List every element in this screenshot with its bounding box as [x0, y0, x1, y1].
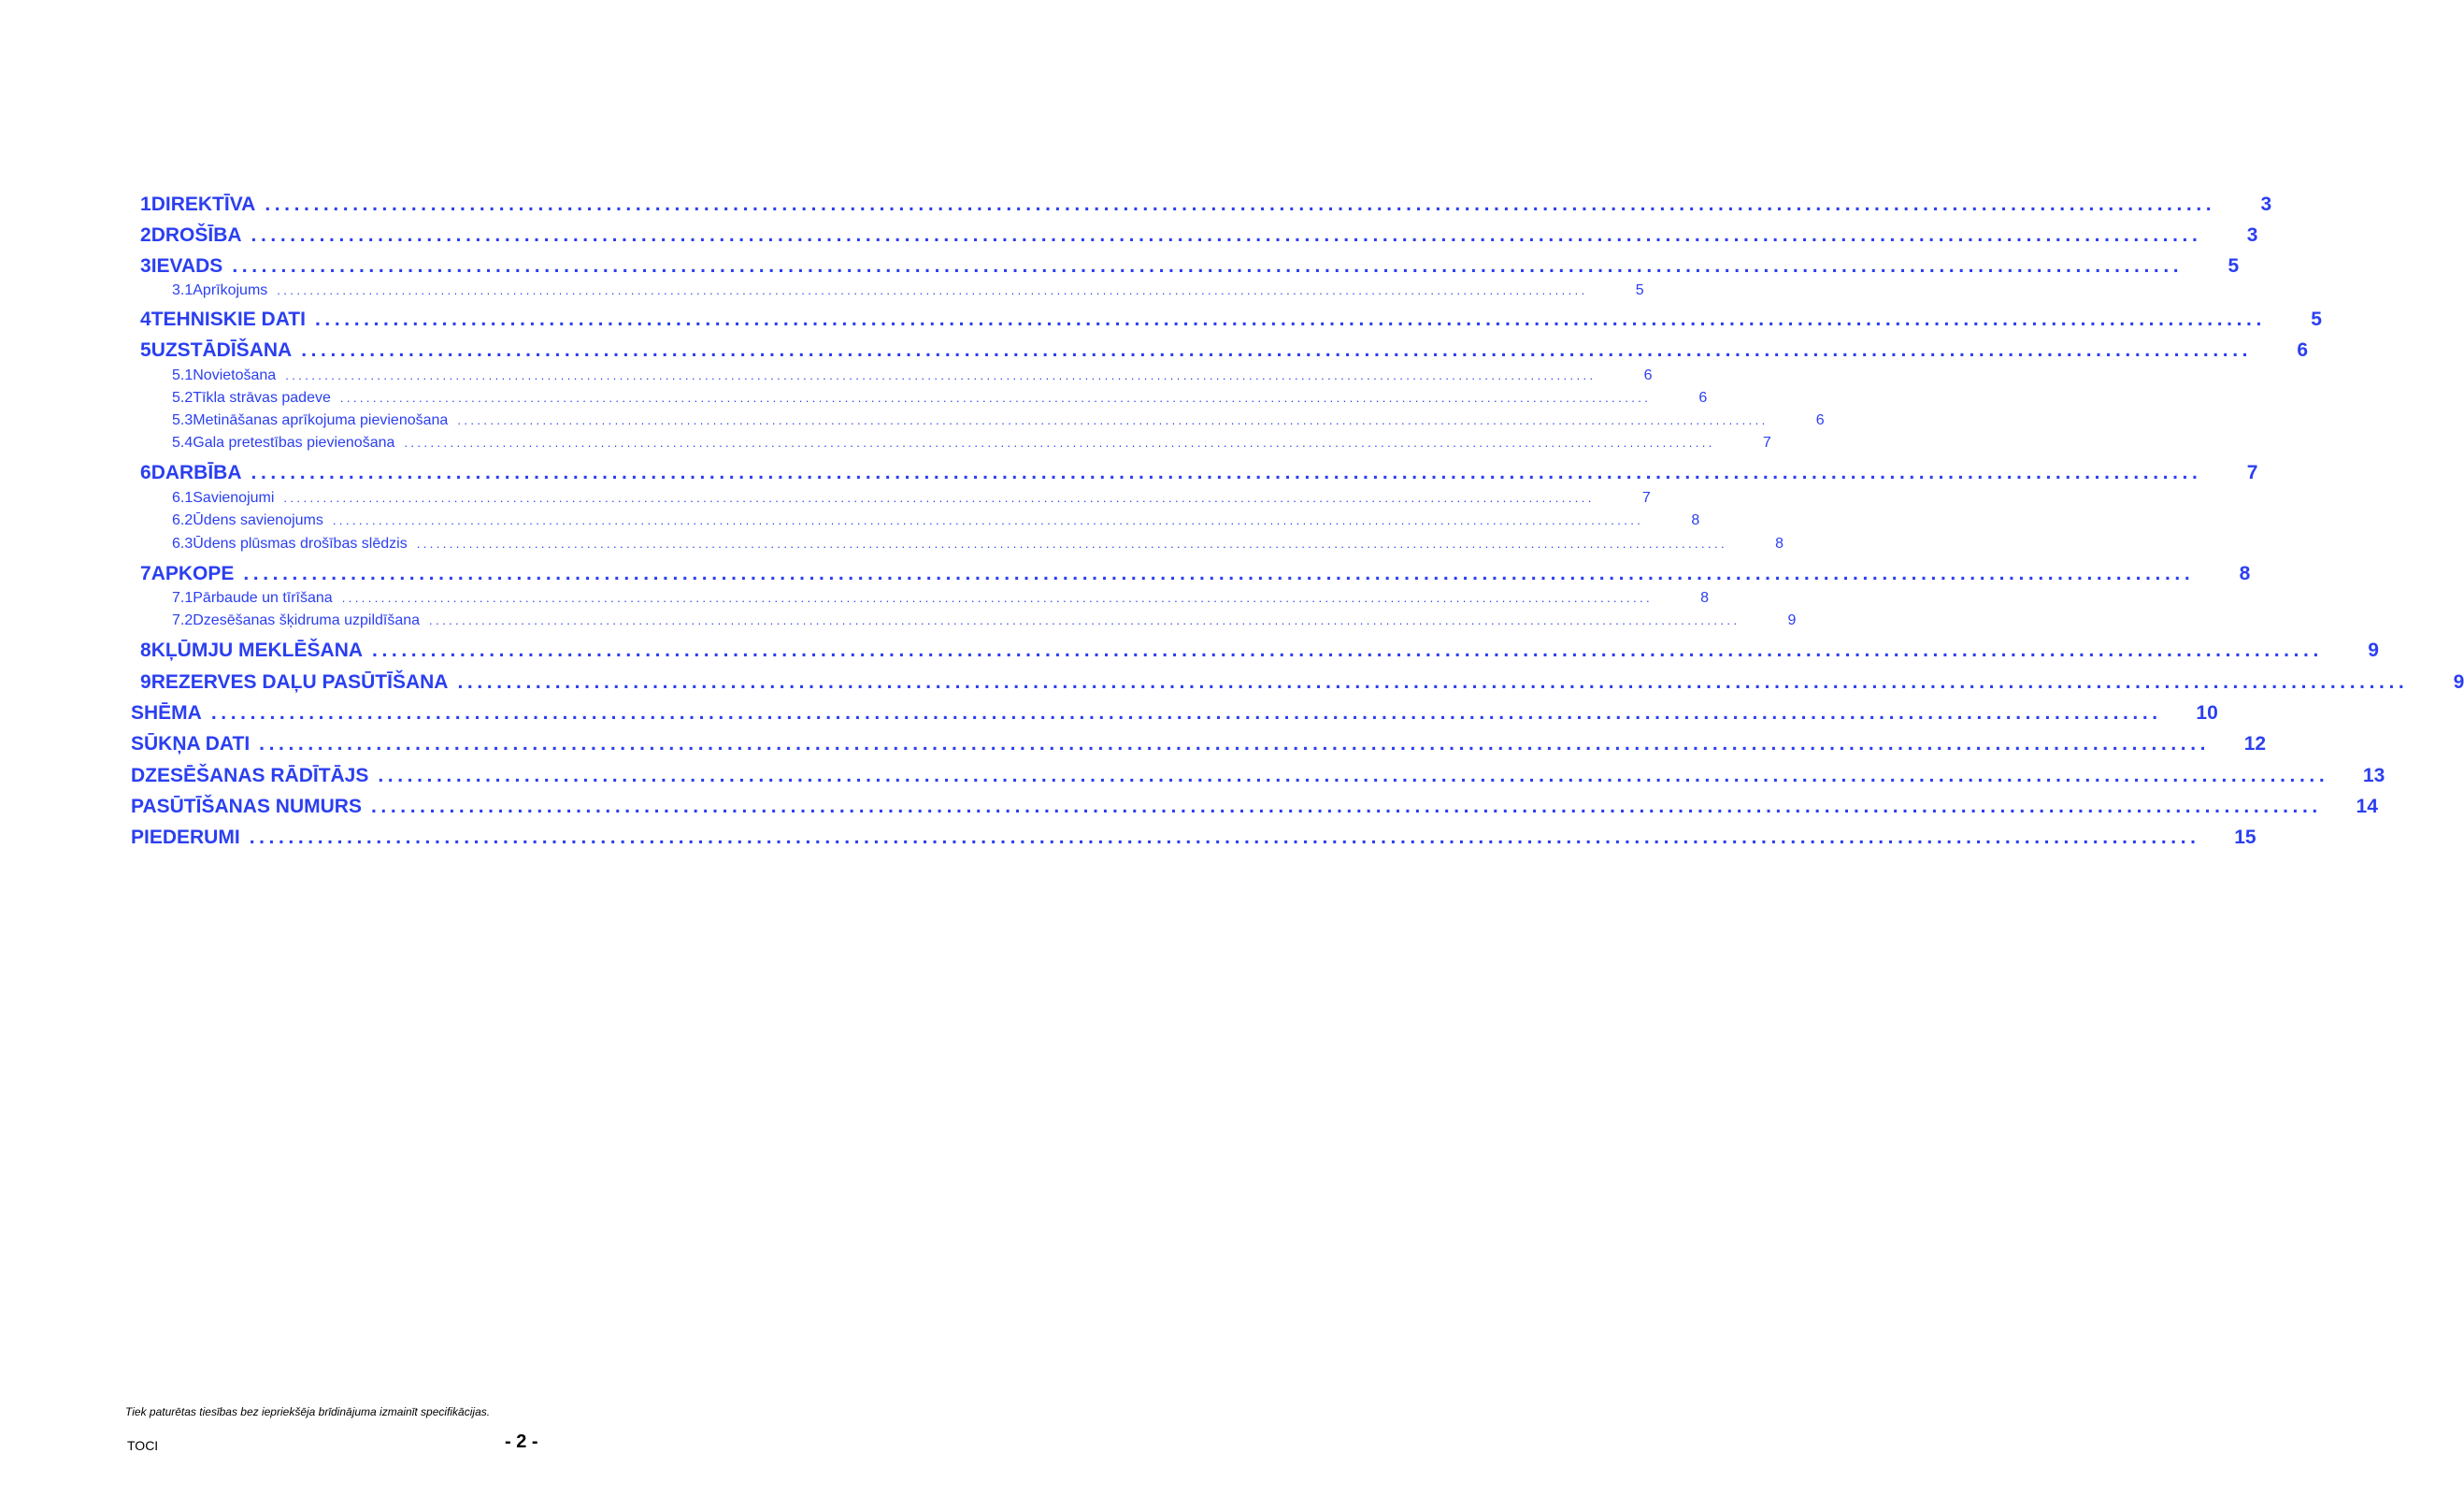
toc-entry-page: 3	[2246, 224, 2258, 246]
toc-entry[interactable]	[140, 640, 2379, 662]
toc-leader-dots: ........................................................................................................................................................................................................	[429, 613, 1741, 627]
toc-appendix-entry[interactable]	[131, 765, 2385, 787]
toc-leader-dots: ........................................................................................................................................................................................................	[372, 640, 2323, 661]
toc-leader-dots: ........................................................................................................................................................................................................	[251, 224, 2202, 246]
toc-subentry-title: Tīkla strāvas padeve	[193, 390, 331, 406]
page-number: - 2 -	[505, 1431, 538, 1452]
toc-leader-dots: ........................................................................................................................................................................................................	[277, 283, 1588, 297]
toc-subentry-title: Gala pretestības pievienošana	[193, 435, 395, 451]
toc-entry-page: 13	[2362, 765, 2385, 786]
toc-leader-dots: ........................................................................................................................................................................................................	[232, 255, 2184, 277]
toc-entry-number: 7	[140, 563, 151, 584]
toc-subentry-page: 8	[1775, 536, 1784, 552]
toc-entry[interactable]	[140, 309, 2322, 331]
toc-subentry-title: Metināšanas aprīkojuma pievienošana	[193, 412, 449, 428]
toc-entry-number: 8	[140, 640, 151, 661]
toc-entry-page: 3	[2260, 194, 2272, 215]
toc-entry-number: 9	[140, 671, 151, 693]
toc-entry[interactable]	[140, 255, 2240, 278]
toc-leader-dots: ........................................................................................................................................................................................................	[339, 391, 1652, 405]
toc-subentry-page: 9	[1787, 612, 1797, 628]
toc-subentry-page: 6	[1698, 390, 1708, 406]
toc-entry-page: 8	[2239, 563, 2251, 584]
toc-subentry-title: Aprīkojums	[193, 282, 268, 298]
toc-subentry-page: 7	[1762, 435, 1771, 451]
toc-entry[interactable]	[140, 339, 2309, 362]
toc-leader-dots: ........................................................................................................................................................................................................	[341, 591, 1654, 605]
toc-subentry[interactable]	[172, 512, 1700, 529]
toc-subentry-title: Ūdens savienojums	[193, 512, 323, 528]
toc-entry-title: PIEDERUMI	[131, 827, 240, 848]
toc-entry-number: 2	[140, 224, 151, 246]
toc-entry-number: 1	[140, 194, 151, 215]
toc-subentry-number: 7.1	[172, 590, 193, 606]
toc-subentry[interactable]	[172, 612, 1797, 629]
toc-subentry-title: Pārbaude un tīrīšana	[193, 590, 333, 606]
toc-leader-dots: ........................................................................................................................................................................................................	[265, 194, 2216, 215]
toc-entry-title: DZESĒŠANAS RĀDĪTĀJS	[131, 765, 369, 786]
toc-entry-page: 10	[2196, 702, 2218, 724]
footer-brand: TOCI	[127, 1438, 159, 1453]
toc-entry-title: UZSTĀDĪŠANA	[150, 339, 293, 361]
toc-entry-number: 5	[140, 339, 151, 361]
disclaimer-note: Tiek paturētas tiesības bez iepriekšēja brīdinājuma izmainīt specifikācijas.	[125, 1405, 491, 1418]
toc-subentry[interactable]	[172, 590, 1710, 607]
toc-appendix-entry[interactable]	[131, 733, 2267, 755]
toc-subentry-page: 8	[1700, 590, 1710, 606]
toc-leader-dots: ........................................................................................................................................................................................................	[283, 491, 1595, 505]
toc-subentry-number: 5.3	[172, 412, 193, 428]
toc-subentry[interactable]	[172, 536, 1784, 553]
toc-subentry-number: 5.2	[172, 390, 193, 406]
toc-leader-dots: ........................................................................................................................................................................................................	[210, 702, 2162, 724]
toc-subentry-number: 3.1	[172, 282, 193, 298]
toc-entry-title: PASŪTĪŠANAS NUMURS	[131, 796, 362, 817]
toc-entry-page: 7	[2246, 462, 2258, 483]
toc-entry-title: SŪKŅA DATI	[131, 733, 251, 755]
toc-entry-page: 5	[2311, 309, 2322, 330]
toc-entry-title: IEVADS	[150, 255, 223, 277]
toc-leader-dots: ........................................................................................................................................................................................................	[378, 765, 2329, 786]
toc-subentry-page: 6	[1815, 412, 1825, 428]
toc-subentry-number: 6.1	[172, 490, 193, 506]
toc-subentry-title: Novietošana	[193, 367, 277, 383]
toc-entry[interactable]	[140, 194, 2272, 216]
toc-entry[interactable]	[140, 224, 2258, 247]
toc-entry[interactable]	[140, 563, 2251, 585]
toc-entry-page: 14	[2356, 796, 2378, 817]
toc-subentry[interactable]	[172, 435, 1771, 452]
toc-leader-dots: ........................................................................................................................................................................................................	[370, 796, 2322, 817]
toc-subentry-number: 6.3	[172, 536, 193, 552]
toc-leader-dots: ........................................................................................................................................................................................................	[404, 436, 1715, 450]
toc-appendix-entry[interactable]	[131, 827, 2256, 849]
toc-appendix-entry[interactable]	[131, 796, 2378, 818]
toc-subentry[interactable]	[172, 390, 1708, 407]
toc-leader-dots: ........................................................................................................................................................................................................	[285, 368, 1597, 382]
toc-entry-page: 9	[2453, 671, 2464, 693]
toc-subentry-page: 6	[1643, 367, 1653, 383]
toc-entry-page: 15	[2234, 827, 2256, 848]
toc-subentry-title: Dzesēšanas šķidruma uzpildīšana	[193, 612, 421, 628]
toc-subentry[interactable]	[172, 282, 1644, 299]
toc-leader-dots: ........................................................................................................................................................................................................	[301, 339, 2253, 361]
toc-subentry-number: 7.2	[172, 612, 193, 628]
toc-subentry[interactable]	[172, 490, 1651, 507]
toc-entry-page: 6	[2297, 339, 2309, 361]
toc-subentry-number: 5.4	[172, 435, 193, 451]
toc-entry-title: DARBĪBA	[150, 462, 242, 483]
toc-entry-title: DROŠĪBA	[150, 224, 242, 246]
toc-subentry[interactable]	[172, 412, 1825, 429]
toc-appendix-entry[interactable]	[131, 702, 2218, 725]
toc-leader-dots: ........................................................................................................................................................................................................	[457, 671, 2409, 693]
toc-entry[interactable]	[140, 462, 2258, 484]
toc-entry-number: 6	[140, 462, 151, 483]
toc-entry-title: KĻŪMJU MEKLĒŠANA	[150, 640, 364, 661]
toc-entry-title: SHĒMA	[131, 702, 202, 724]
toc-subentry-page: 7	[1641, 490, 1651, 506]
toc-subentry[interactable]	[172, 367, 1653, 384]
toc-entry[interactable]	[140, 671, 2464, 694]
toc-leader-dots: ........................................................................................................................................................................................................	[243, 563, 2195, 584]
toc-entry-title: DIREKTĪVA	[150, 194, 256, 215]
toc-entry-title: REZERVES DAĻU PASŪTĪŠANA	[150, 671, 449, 693]
toc-subentry-number: 5.1	[172, 367, 193, 383]
toc-entry-page: 12	[2243, 733, 2267, 755]
toc-leader-dots: ........................................................................................................................................................................................................	[332, 513, 1644, 527]
toc-leader-dots: ........................................................................................................................................................................................................	[457, 413, 1769, 427]
toc-subentry-title: Ūdens plūsmas drošības slēdzis	[193, 536, 408, 552]
toc-subentry-title: Savienojumi	[193, 490, 275, 506]
toc-leader-dots: ........................................................................................................................................................................................................	[314, 309, 2266, 330]
toc-leader-dots: ........................................................................................................................................................................................................	[249, 827, 2200, 848]
toc-leader-dots: ........................................................................................................................................................................................................	[259, 733, 2211, 755]
toc-entry-number: 3	[140, 255, 151, 277]
toc-subentry-number: 6.2	[172, 512, 193, 528]
toc-entry-title: APKOPE	[150, 563, 235, 584]
toc-entry-title: TEHNISKIE DATI	[150, 309, 306, 330]
toc-leader-dots: ........................................................................................................................................................................................................	[251, 462, 2202, 483]
toc-subentry-page: 5	[1635, 282, 1644, 298]
toc-leader-dots: ........................................................................................................................................................................................................	[416, 537, 1728, 551]
toc-subentry-page: 8	[1691, 512, 1700, 528]
toc-entry-page: 5	[2228, 255, 2240, 277]
toc-entry-number: 4	[140, 309, 151, 330]
toc-entry-page: 9	[2368, 640, 2379, 661]
